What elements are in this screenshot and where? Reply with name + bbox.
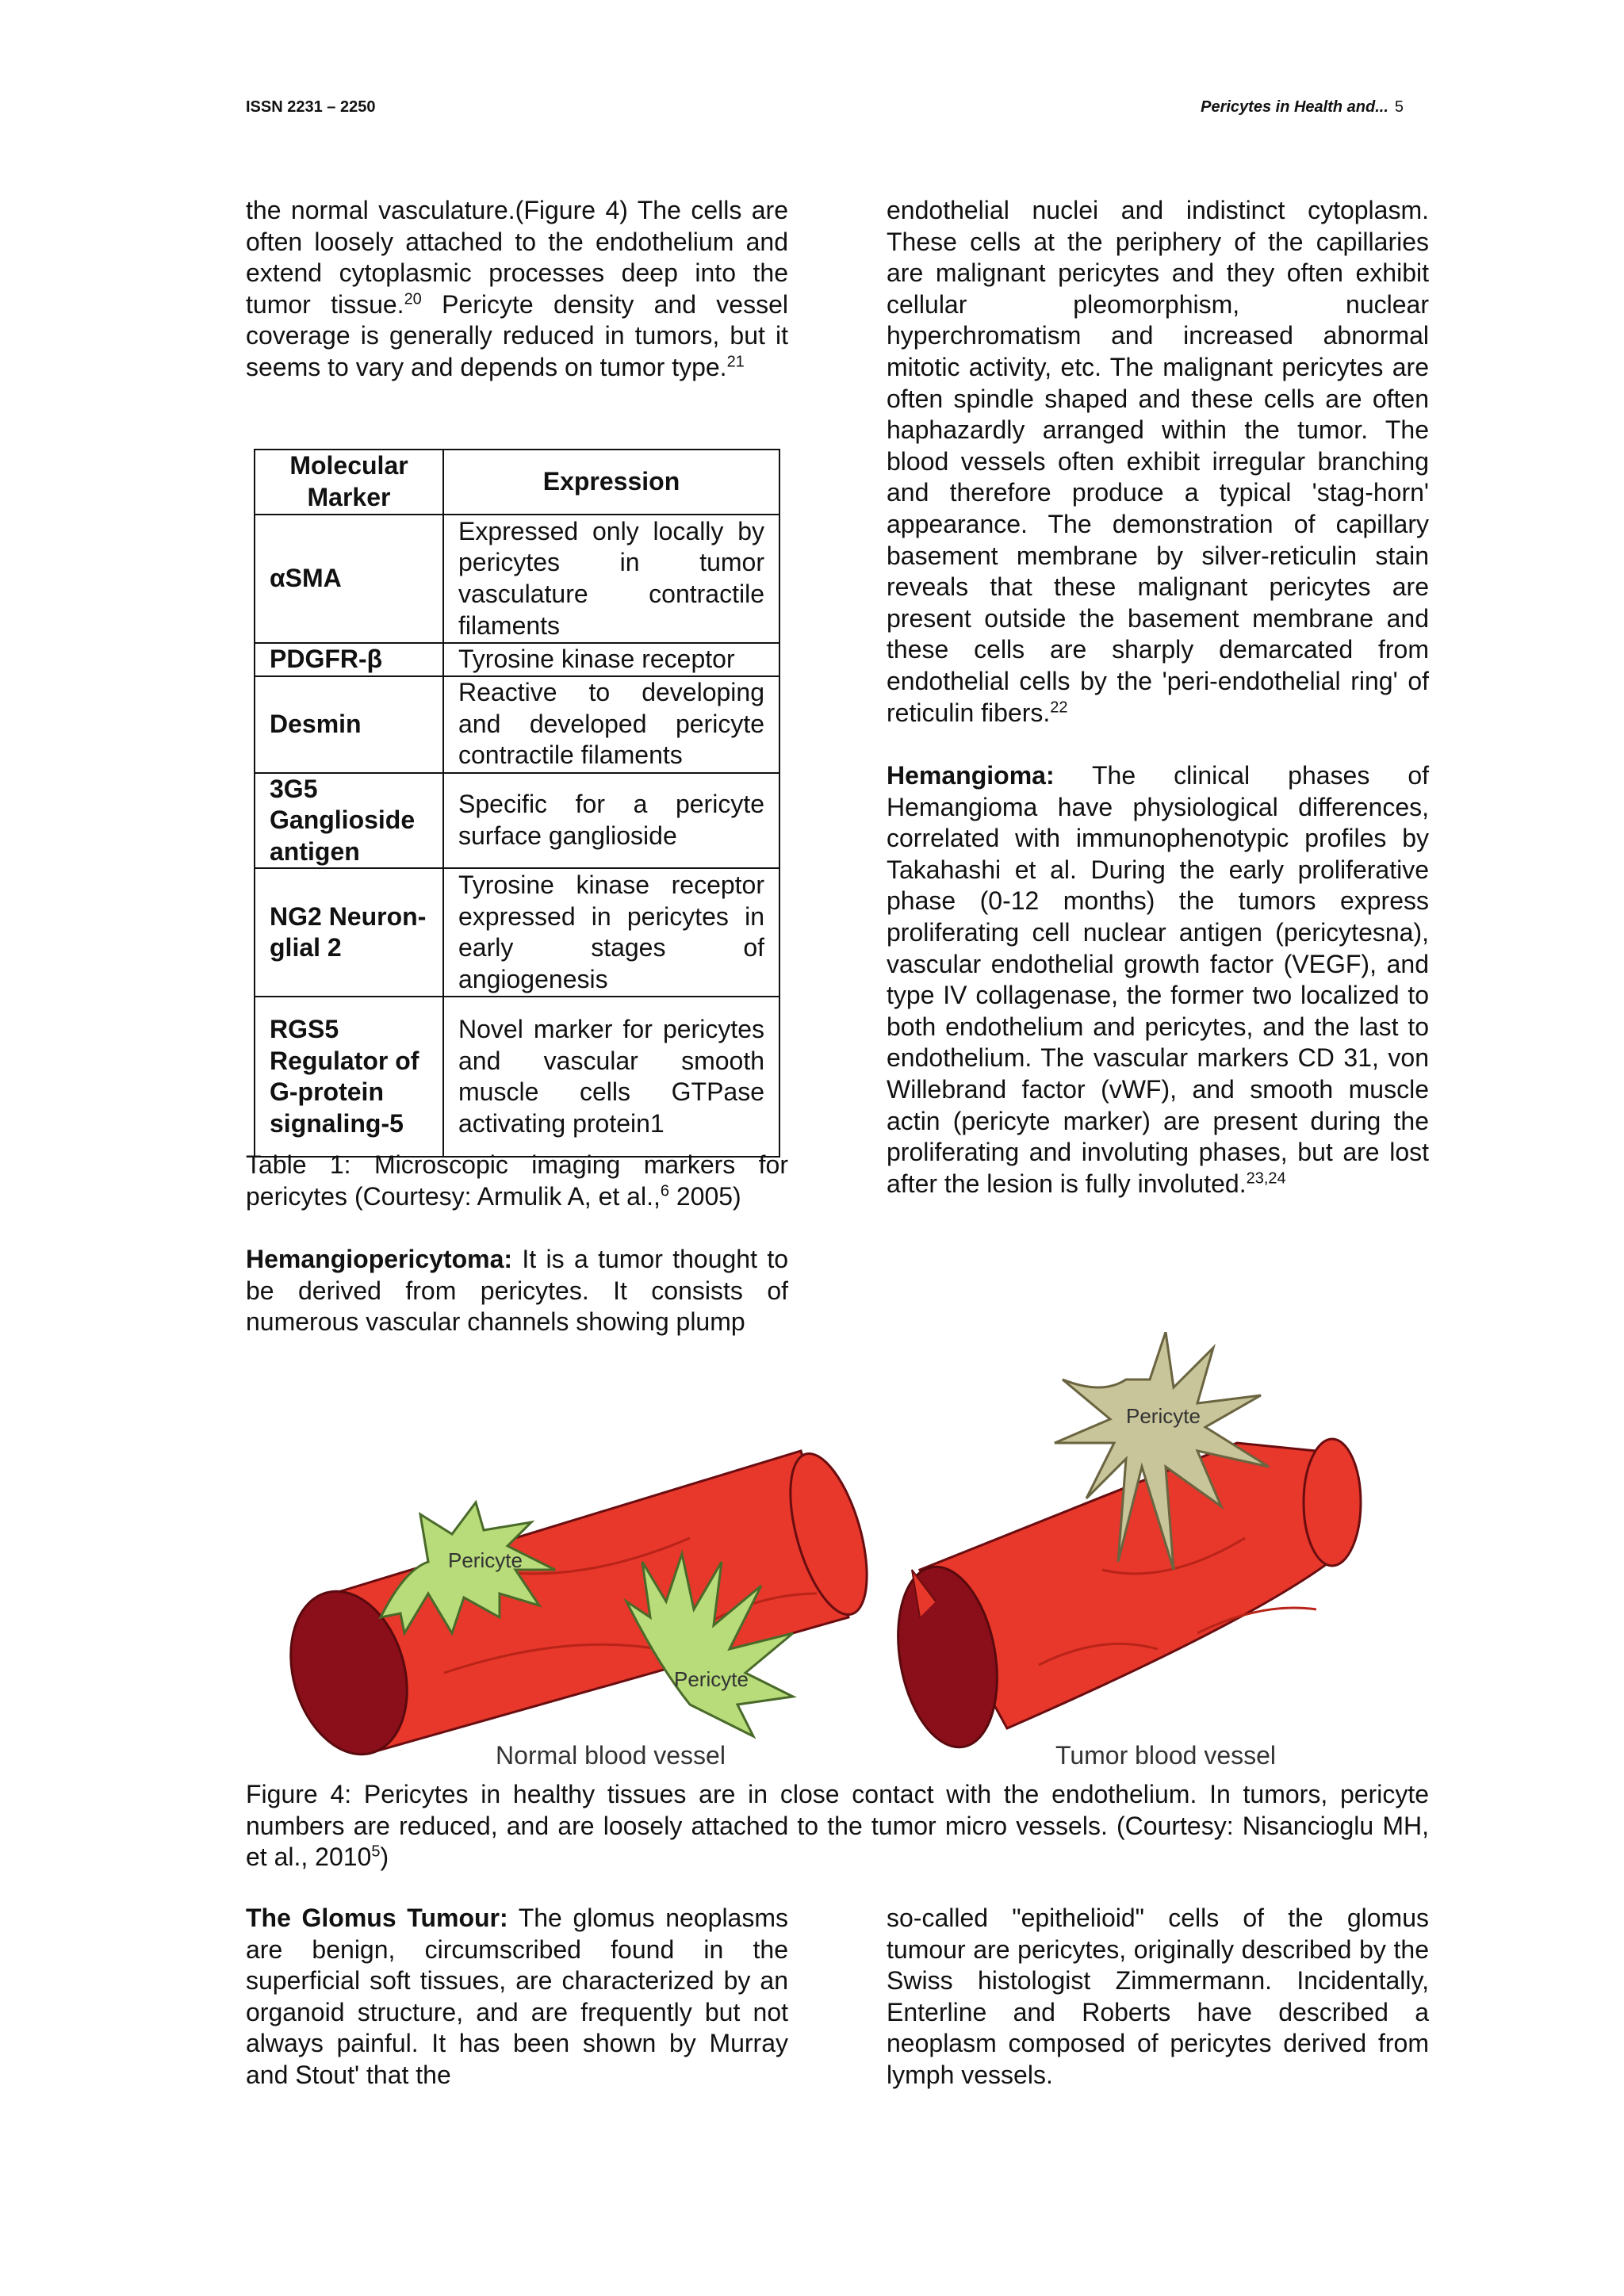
header-molecular-marker: Molecular Marker: [255, 450, 443, 515]
table-header-row: [255, 450, 779, 515]
ref-22: 22: [1050, 698, 1068, 716]
table-row: [255, 676, 779, 773]
pericyte-label-1: Pericyte: [448, 1548, 523, 1572]
table-caption-block: [246, 1150, 788, 1338]
expression-cell: Novel marker for pericytes and vascular smooth muscle cells GTPase activating protein1: [443, 997, 779, 1157]
pericyte-illustration: [246, 1332, 1419, 1776]
left-intro-text-1: the normal vasculature.(Figure 4) The cells are often loosely attached to the endothelium and extend cytoplasmic processes deep into the tumor tissue.: [246, 196, 788, 319]
figure-4-caption: Figure 4: Pericytes in healthy tissues are in close contact with the endothelium. In tumors, pericyte numbers are reduced, and are loosely attached to the tumor micro vessels. (Courtesy: Nisancioglu MH, et al., 2010$^5$): [246, 1780, 1429, 1872]
ref-20: 20: [404, 290, 422, 308]
glomus-text: The glomus neoplasms are benign, circumscribed found in the superficial soft tissues, are characterized by an organoid structure, and are frequently but not always painful. It has been shown by Murray and Stout' that the: [246, 1904, 789, 2089]
normal-vessel-label: Normal blood vessel: [496, 1741, 726, 1770]
marker-cell: PDGFR-β: [255, 643, 443, 676]
expression-cell: Specific for a pericyte surface ganglioside: [443, 773, 779, 869]
hemangiopericytoma-paragraph: [246, 1244, 788, 1338]
header-expression: Expression: [443, 450, 779, 515]
marker-cell: Desmin: [255, 676, 443, 773]
ref-23-24: 23,24: [1246, 1169, 1286, 1188]
hemangioma-heading: Hemangioma:: [887, 761, 1055, 790]
pericyte-label-3: Pericyte: [1126, 1404, 1201, 1428]
page-number: 5: [1394, 98, 1404, 116]
hemangioma-text: The clinical phases of Hemangioma have physiological differences, correlated with immunophenotypic profiles by Takahashi et al. During the early proliferative phase (0-12 months) the tumors express proliferating cell nuclear antigen (pericytesna), vascular endothelial growth factor (VEGF), and type IV collagenase, the former two localized to both endothelium and pericytes, and the last to endothelium. The vascular markers CD 31, von Willebrand factor (vWF), and smooth muscle actin (pericyte marker) are present during the proliferating and involuting phases, but are lost after the lesion is fully involuted.: [887, 761, 1429, 1198]
table-row: [255, 643, 779, 676]
hemangioma-paragraph: [887, 760, 1429, 1200]
markers-table: [254, 449, 780, 1158]
expression-cell: Tyrosine kinase receptor expressed in pericytes in early stages of angiogenesis: [443, 868, 779, 997]
tumor-vessel: [885, 1332, 1361, 1770]
table-row: [255, 997, 779, 1157]
ref-21: 21: [726, 353, 745, 371]
expression-cell: Tyrosine kinase receptor: [443, 643, 779, 676]
figure-4: [246, 1332, 1419, 1776]
ref-6: 6: [660, 1181, 669, 1200]
issn: ISSN 2231 – 2250: [246, 98, 376, 116]
table-row: [255, 773, 779, 869]
running-title: Pericytes in Health and...: [1201, 98, 1388, 116]
right-column-top: [887, 195, 1429, 1200]
table-row: [255, 515, 779, 643]
glomus-heading: The Glomus Tumour:: [246, 1904, 508, 1932]
glomus-paragraph: [246, 1903, 788, 2091]
expression-cell: Reactive to developing and developed pericyte contractile filaments: [443, 676, 779, 773]
left-intro-text-2: Pericyte density and vessel coverage is generally reduced in tumors, but it seems to vary and depends on tumor type.: [246, 289, 789, 381]
table-row: [255, 868, 779, 997]
ref-5: 5: [371, 1843, 381, 1861]
normal-vessel: [273, 1445, 883, 1770]
left-intro-paragraph: [246, 195, 788, 384]
expression-cell: Expressed only locally by pericytes in tumor vasculature contractile filaments: [443, 515, 779, 643]
marker-cell: RGS5 Regulator of G-protein signaling-5: [255, 997, 443, 1157]
pericyte-label-2: Pericyte: [674, 1667, 749, 1691]
hemangiopericytoma-heading: Hemangiopericytoma:: [246, 1245, 513, 1274]
marker-cell: 3G5 Ganglioside antigen: [255, 773, 443, 869]
running-title-wrap: [1201, 98, 1404, 117]
right-bottom-paragraph: so-called "epithelioid" cells of the glomus tumour are pericytes, originally described by the Swiss histologist Zimmermann. Incidentally, Enterline and Roberts have described a neoplasm composed of pericytes derived from lymph vessels.: [887, 1904, 1429, 2089]
right-intro-paragraph: endothelial nuclei and indistinct cytoplasm. These cells at the periphery of the capillaries are malignant pericytes and they often exhibit cellular pleomorphism, nuclear hyperchromatism and increased abnormal mitotic activity, etc. The malignant pericytes are often spindle shaped and these cells are often haphazardly arranged within the tumor. The blood vessels often exhibit irregular branching and therefore produce a typical 'stag-horn' appearance. The demonstration of capillary basement membrane by silver-reticulin stain reveals that these malignant pericytes are present outside the basement membrane and these cells are sharply demarcated from endothelial cells by the 'peri-endothelial ring' of reticulin fibers.$^{22}$: [887, 196, 1429, 727]
marker-cell: NG2 Neuron-glial 2: [255, 868, 443, 997]
table-caption: Table 1: Microscopic imaging markers for pericytes (Courtesy: Armulik A, et al.,$^6$ 2005): [246, 1150, 788, 1211]
marker-cell: αSMA: [255, 515, 443, 643]
tumor-vessel-label: Tumor blood vessel: [1055, 1741, 1277, 1770]
hemangiopericytoma-text: It is a tumor thought to be derived from pericytes. It consists of numerous vascular channels showing plump: [246, 1245, 788, 1337]
page-header: [246, 98, 1404, 130]
